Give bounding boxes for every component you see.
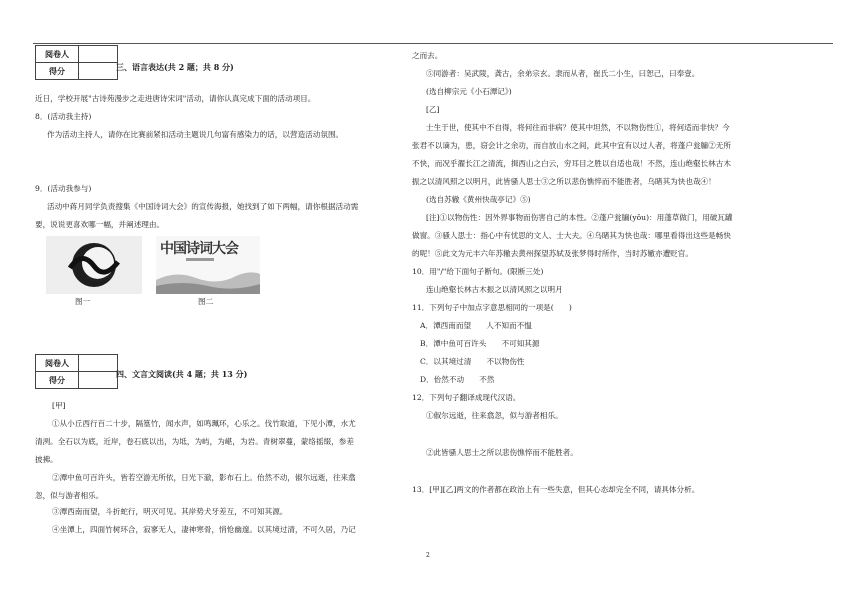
- top-rule: [33, 43, 833, 44]
- score-label: 得分: [36, 372, 79, 389]
- section-3-title: 三、语言表达(共 2 题；共 8 分): [116, 62, 234, 72]
- figure-1-caption: 图一: [75, 297, 91, 306]
- question-12: 12．下列句子翻译成现代汉语。: [412, 393, 521, 402]
- passage-yi-line1: 士生于世，使其中不自得，将何往而非病？使其中坦然，不以物伤性①，将何适而非快？今: [426, 123, 730, 132]
- passage-jia-p2-line1: ②潭中鱼可百许头，皆若空游无所依，日光下澈，影布石上。佁然不动，俶尔远逝，往来翕: [52, 473, 356, 482]
- passage-yi-line3: 不快，而况乎濯长江之清流，揖西山之白云，穷耳目之胜以自适也哉！不然，连山绝壑长林古木: [412, 159, 731, 168]
- note-line3: 的呢！⑤此文为元丰六年苏辙去黄州探望苏轼及张梦得时所作，当时苏辙亦遭贬官。: [412, 249, 693, 258]
- question-8-text: 作为活动主持人，请你在比赛前紧扣活动主题说几句富有感染力的话，以营造活动氛围。: [47, 130, 344, 139]
- poster-1-art: [46, 236, 142, 294]
- passage-yi-source: (选自苏辙《黄州快哉亭记》⑤): [426, 195, 531, 204]
- passage-jia-p3: ③潭西南而望，斗折蛇行，明灭可见。其岸势犬牙差互，不可知其源。: [52, 507, 288, 516]
- question-10: 10．用"/"给下面句子断句。(限断三处): [412, 267, 544, 276]
- grader-label: 阅卷人: [36, 46, 79, 63]
- passage-jia-p4-line2: 之而去。: [412, 51, 443, 60]
- page-number: 2: [426, 552, 430, 559]
- section-4-title: 四、文言文阅读(共 4 题；共 13 分): [116, 369, 248, 379]
- question-8: 8．(活动我主持): [35, 112, 92, 121]
- poster-2-title: 中国诗词大会: [160, 241, 238, 257]
- question-11-option-d[interactable]: D．佁然不动 不然: [420, 375, 495, 384]
- activity-intro: 近日，学校开展"古诗苑漫步之走进唐诗宋词"活动，请你认真完成下面的活动项目。: [35, 94, 316, 103]
- score-table-1: [35, 45, 118, 80]
- question-12-item-1: ①俶尔远逝，往来翕忽，似与游者相乐。: [426, 411, 563, 420]
- question-9-text-2: 要，说说更喜欢哪一幅，并阐述理由。: [35, 220, 165, 229]
- question-11-option-a[interactable]: A．潭西南而望 人不知而不愠: [420, 321, 532, 330]
- grader-label: 阅卷人: [36, 355, 79, 372]
- score-table-2: [35, 354, 118, 389]
- question-11-option-b[interactable]: B．潭中鱼可百许头 不可知其源: [420, 339, 540, 348]
- passage-yi-label: [乙]: [426, 105, 440, 114]
- score-label: 得分: [36, 63, 79, 80]
- note-line1: [注]①以物伤性：因外界事物而伤害自己的本性。②蓬户瓮牖(yǒu)：用蓬草做门，用破瓦罐: [426, 213, 733, 222]
- passage-yi-line2: 张君不以谪为，患，窃会计之余功，而自放山水之间，此其中宜有以过人者，将蓬户瓮牖②无所: [412, 141, 731, 150]
- score-cell[interactable]: [79, 372, 118, 389]
- score-cell[interactable]: [79, 63, 118, 80]
- passage-jia-label: [甲]: [52, 401, 66, 410]
- passage-jia-p4-line1: ④坐潭上，四面竹树环合，寂寥无人，凄神寒骨，悄怆幽邃。以其境过清，不可久居，乃记: [52, 525, 356, 534]
- figure-2-caption: 图二: [198, 297, 214, 306]
- passage-jia-p1-line3: 披拂。: [35, 455, 58, 464]
- passage-jia-p1-line2: 清洌。全石以为底，近岸，卷石底以出，为坻，为屿，为嵁，为岩。青树翠蔓，蒙络摇缀，参差: [35, 437, 354, 446]
- question-12-item-2: ②此皆骚人思士之所以悲伤憔悴而不能胜者。: [426, 448, 578, 457]
- question-9-text-1: 活动中蒋月同学负责搜集《中国诗词大会》的宣传海报，她找到了如下两幅，请你根据活动需: [47, 202, 359, 211]
- passage-jia-p5: ⑤同游者：吴武陵，龚古，余弟宗玄。隶而从者，崔氏二小生，曰恕己，曰奉壹。: [426, 69, 700, 78]
- note-line2: 做窗。③骚人思士：指心中有忧思的文人、士大夫。④乌睹其为快也哉：哪里看得出这些是畅快: [412, 231, 731, 240]
- passage-jia-source: (选自柳宗元《小石潭记》): [426, 87, 512, 96]
- passage-jia-p2-line2: 忽，似与游者相乐。: [35, 491, 104, 500]
- grader-cell[interactable]: [79, 46, 118, 63]
- question-13: 13．[甲][乙]两文的作者都在政治上有一些失意，但其心态却完全不同，请具体分析。: [412, 485, 700, 494]
- grader-cell[interactable]: [79, 355, 118, 372]
- question-9: 9．(活动我参与): [35, 184, 92, 193]
- question-10-text: 连山绝壑长林古木振之以清风照之以明月: [426, 285, 563, 294]
- poster-image-2: [156, 236, 260, 294]
- question-11: 11．下列句子中加点字意思相同的一项是( ): [412, 303, 572, 312]
- question-11-option-c[interactable]: C．以其境过清 不以物伤性: [420, 357, 525, 366]
- passage-jia-p1-line1: ①从小丘西行百二十步，隔篁竹，闻水声，如鸣珮环，心乐之。伐竹取道，下见小潭，水尤: [52, 419, 356, 428]
- passage-yi-line4: 振之以清风照之以明月，此皆骚人思士③之所以悲伤憔悴而不能胜者，乌睹其为快也哉④！: [412, 177, 716, 186]
- poster-image-1: [46, 236, 142, 294]
